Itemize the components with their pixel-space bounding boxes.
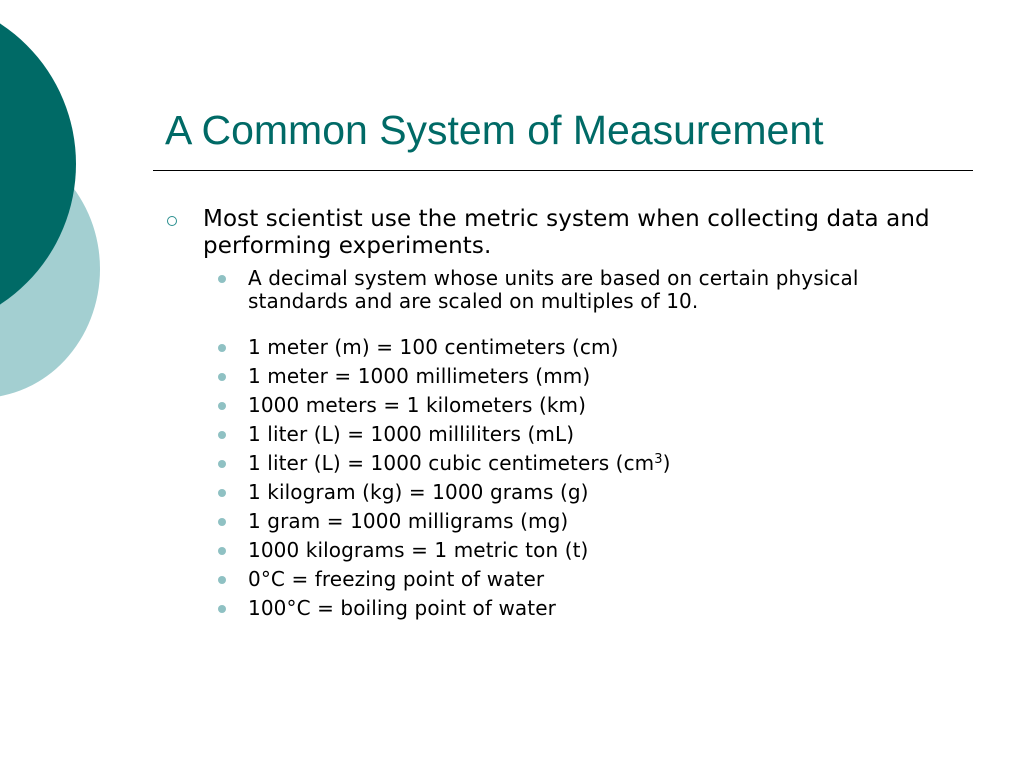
bullet-dot-icon (218, 547, 226, 555)
bullet-dot-icon (218, 402, 226, 410)
list-item-text (248, 451, 671, 475)
sub-bullet-list (160, 267, 940, 620)
list-item-text: 1 meter = 1000 millimeters (mm) (248, 364, 591, 388)
main-bullet (160, 206, 940, 260)
list-item-text: 1 gram = 1000 milligrams (mg) (248, 509, 569, 533)
list-item-text: 1 meter (m) = 100 centimeters (cm) (248, 335, 619, 359)
list-item (160, 423, 940, 446)
cubic-item-text: 1 liter (L) = 1000 cubic centimeters (cm (248, 451, 655, 475)
bullet-dot-icon (218, 373, 226, 381)
main-bullet-text: Most scientist use the metric system when collecting data and performing experiments. (203, 206, 930, 259)
list-item-text: 1 kilogram (kg) = 1000 grams (g) (248, 480, 589, 504)
list-item (160, 481, 940, 504)
list-item (160, 365, 940, 388)
bullet-dot-icon (218, 431, 226, 439)
list-item-text: 1 liter (L) = 1000 milliliters (mL) (248, 422, 575, 446)
sub-bullet-text: A decimal system whose units are based on certain physical standards and are scaled on multiples of 10. (248, 266, 859, 313)
bullet-dot-icon (218, 605, 226, 613)
list-item (160, 597, 940, 620)
bullet-dot-icon (218, 460, 226, 468)
title-divider (153, 170, 973, 171)
list-item (160, 394, 940, 417)
sub-bullet-decimal-system (160, 267, 940, 313)
superscript: 3 (654, 452, 663, 467)
bullet-dot-icon (218, 518, 226, 526)
list-item-text: 100°C = boiling point of water (248, 596, 556, 620)
list-item-text: 1000 kilograms = 1 metric ton (t) (248, 538, 589, 562)
list-item (160, 336, 940, 359)
bullet-dot-icon (218, 275, 226, 283)
cubic-item-suffix: ) (662, 451, 671, 475)
list-item (160, 452, 940, 475)
list-item-text: 1000 meters = 1 kilometers (km) (248, 393, 587, 417)
slide-body (160, 206, 940, 620)
bullet-dot-icon (218, 344, 226, 352)
list-item (160, 568, 940, 591)
bullet-dot-icon (218, 489, 226, 497)
list-item (160, 539, 940, 562)
slide-title: A Common System of Measurement (165, 107, 824, 153)
list-item (160, 510, 940, 533)
bullet-dot-icon (218, 576, 226, 584)
list-item-text: 0°C = freezing point of water (248, 567, 545, 591)
hollow-circle-bullet-icon (167, 216, 177, 226)
